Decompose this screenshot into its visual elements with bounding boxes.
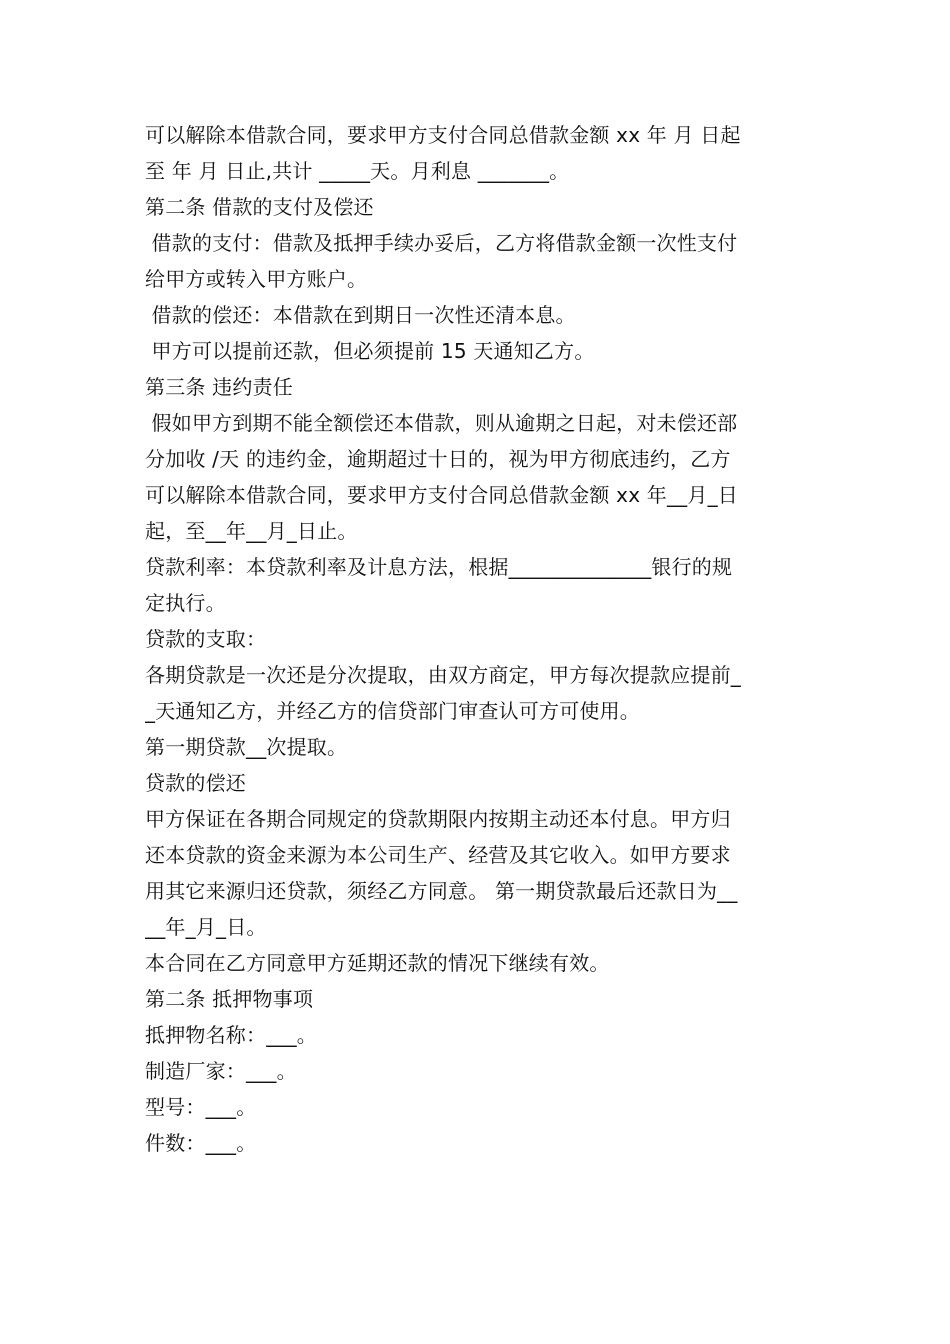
text-line: 借款的支付：借款及抵押手续办妥后，乙方将借款金额一次性支付 bbox=[145, 231, 738, 255]
text-line: 各期贷款是一次还是分次提取，由双方商定，甲方每次提款应提前_ bbox=[145, 663, 741, 687]
section-heading: 第二条 抵押物事项 bbox=[145, 987, 314, 1011]
text-line: 贷款的支取： bbox=[145, 627, 267, 651]
text-line: 给甲方或转入甲方账户。 bbox=[145, 267, 368, 291]
text-line: 型号：___。 bbox=[145, 1095, 257, 1119]
text-line: 定执行。 bbox=[145, 591, 226, 615]
text-line: 至 年 月 日止,共计 _____天。月利息 _______。 bbox=[145, 159, 570, 183]
text-line: 分加收 /天 的违约金，逾期超过十日的，视为甲方彻底违约，乙方 bbox=[145, 447, 731, 471]
text-line: 本合同在乙方同意甲方延期还款的情况下继续有效。 bbox=[145, 951, 610, 975]
text-line: 起，至__年__月_日止。 bbox=[145, 519, 358, 543]
text-line: 借款的偿还：本借款在到期日一次性还清本息。 bbox=[145, 303, 576, 327]
text-line: 可以解除本借款合同，要求甲方支付合同总借款金额 xx 年 月 日起 bbox=[145, 123, 741, 147]
text-line: 贷款利率：本贷款利率及计息方法，根据______________银行的规 bbox=[145, 555, 733, 579]
text-line: 甲方保证在各期合同规定的贷款期限内按期主动还本付息。甲方归 bbox=[145, 807, 731, 831]
text-line: 抵押物名称：___。 bbox=[145, 1023, 317, 1047]
text-line: 甲方可以提前还款，但必须提前 15 天通知乙方。 bbox=[145, 339, 595, 363]
text-line: 假如甲方到期不能全额偿还本借款，则从逾期之日起，对未偿还部 bbox=[145, 411, 738, 435]
text-line: 第一期贷款__次提取。 bbox=[145, 735, 348, 759]
text-line: __年_月_日。 bbox=[145, 915, 267, 939]
text-line: 件数：___。 bbox=[145, 1131, 257, 1155]
text-line: 用其它来源归还贷款，须经乙方同意。 第一期贷款最后还款日为__ bbox=[145, 879, 738, 903]
document-body bbox=[145, 117, 810, 1161]
text-line: 可以解除本借款合同，要求甲方支付合同总借款金额 xx 年__月_日 bbox=[145, 483, 738, 507]
text-line: 贷款的偿还 bbox=[145, 771, 246, 795]
text-line: 制造厂家：___。 bbox=[145, 1059, 297, 1083]
text-line: _天通知乙方，并经乙方的信贷部门审查认可方可使用。 bbox=[145, 699, 640, 723]
section-heading: 第三条 违约责任 bbox=[145, 375, 293, 399]
section-heading: 第二条 借款的支付及偿还 bbox=[145, 195, 374, 219]
text-line: 还本贷款的资金来源为本公司生产、经营及其它收入。如甲方要求 bbox=[145, 843, 731, 867]
